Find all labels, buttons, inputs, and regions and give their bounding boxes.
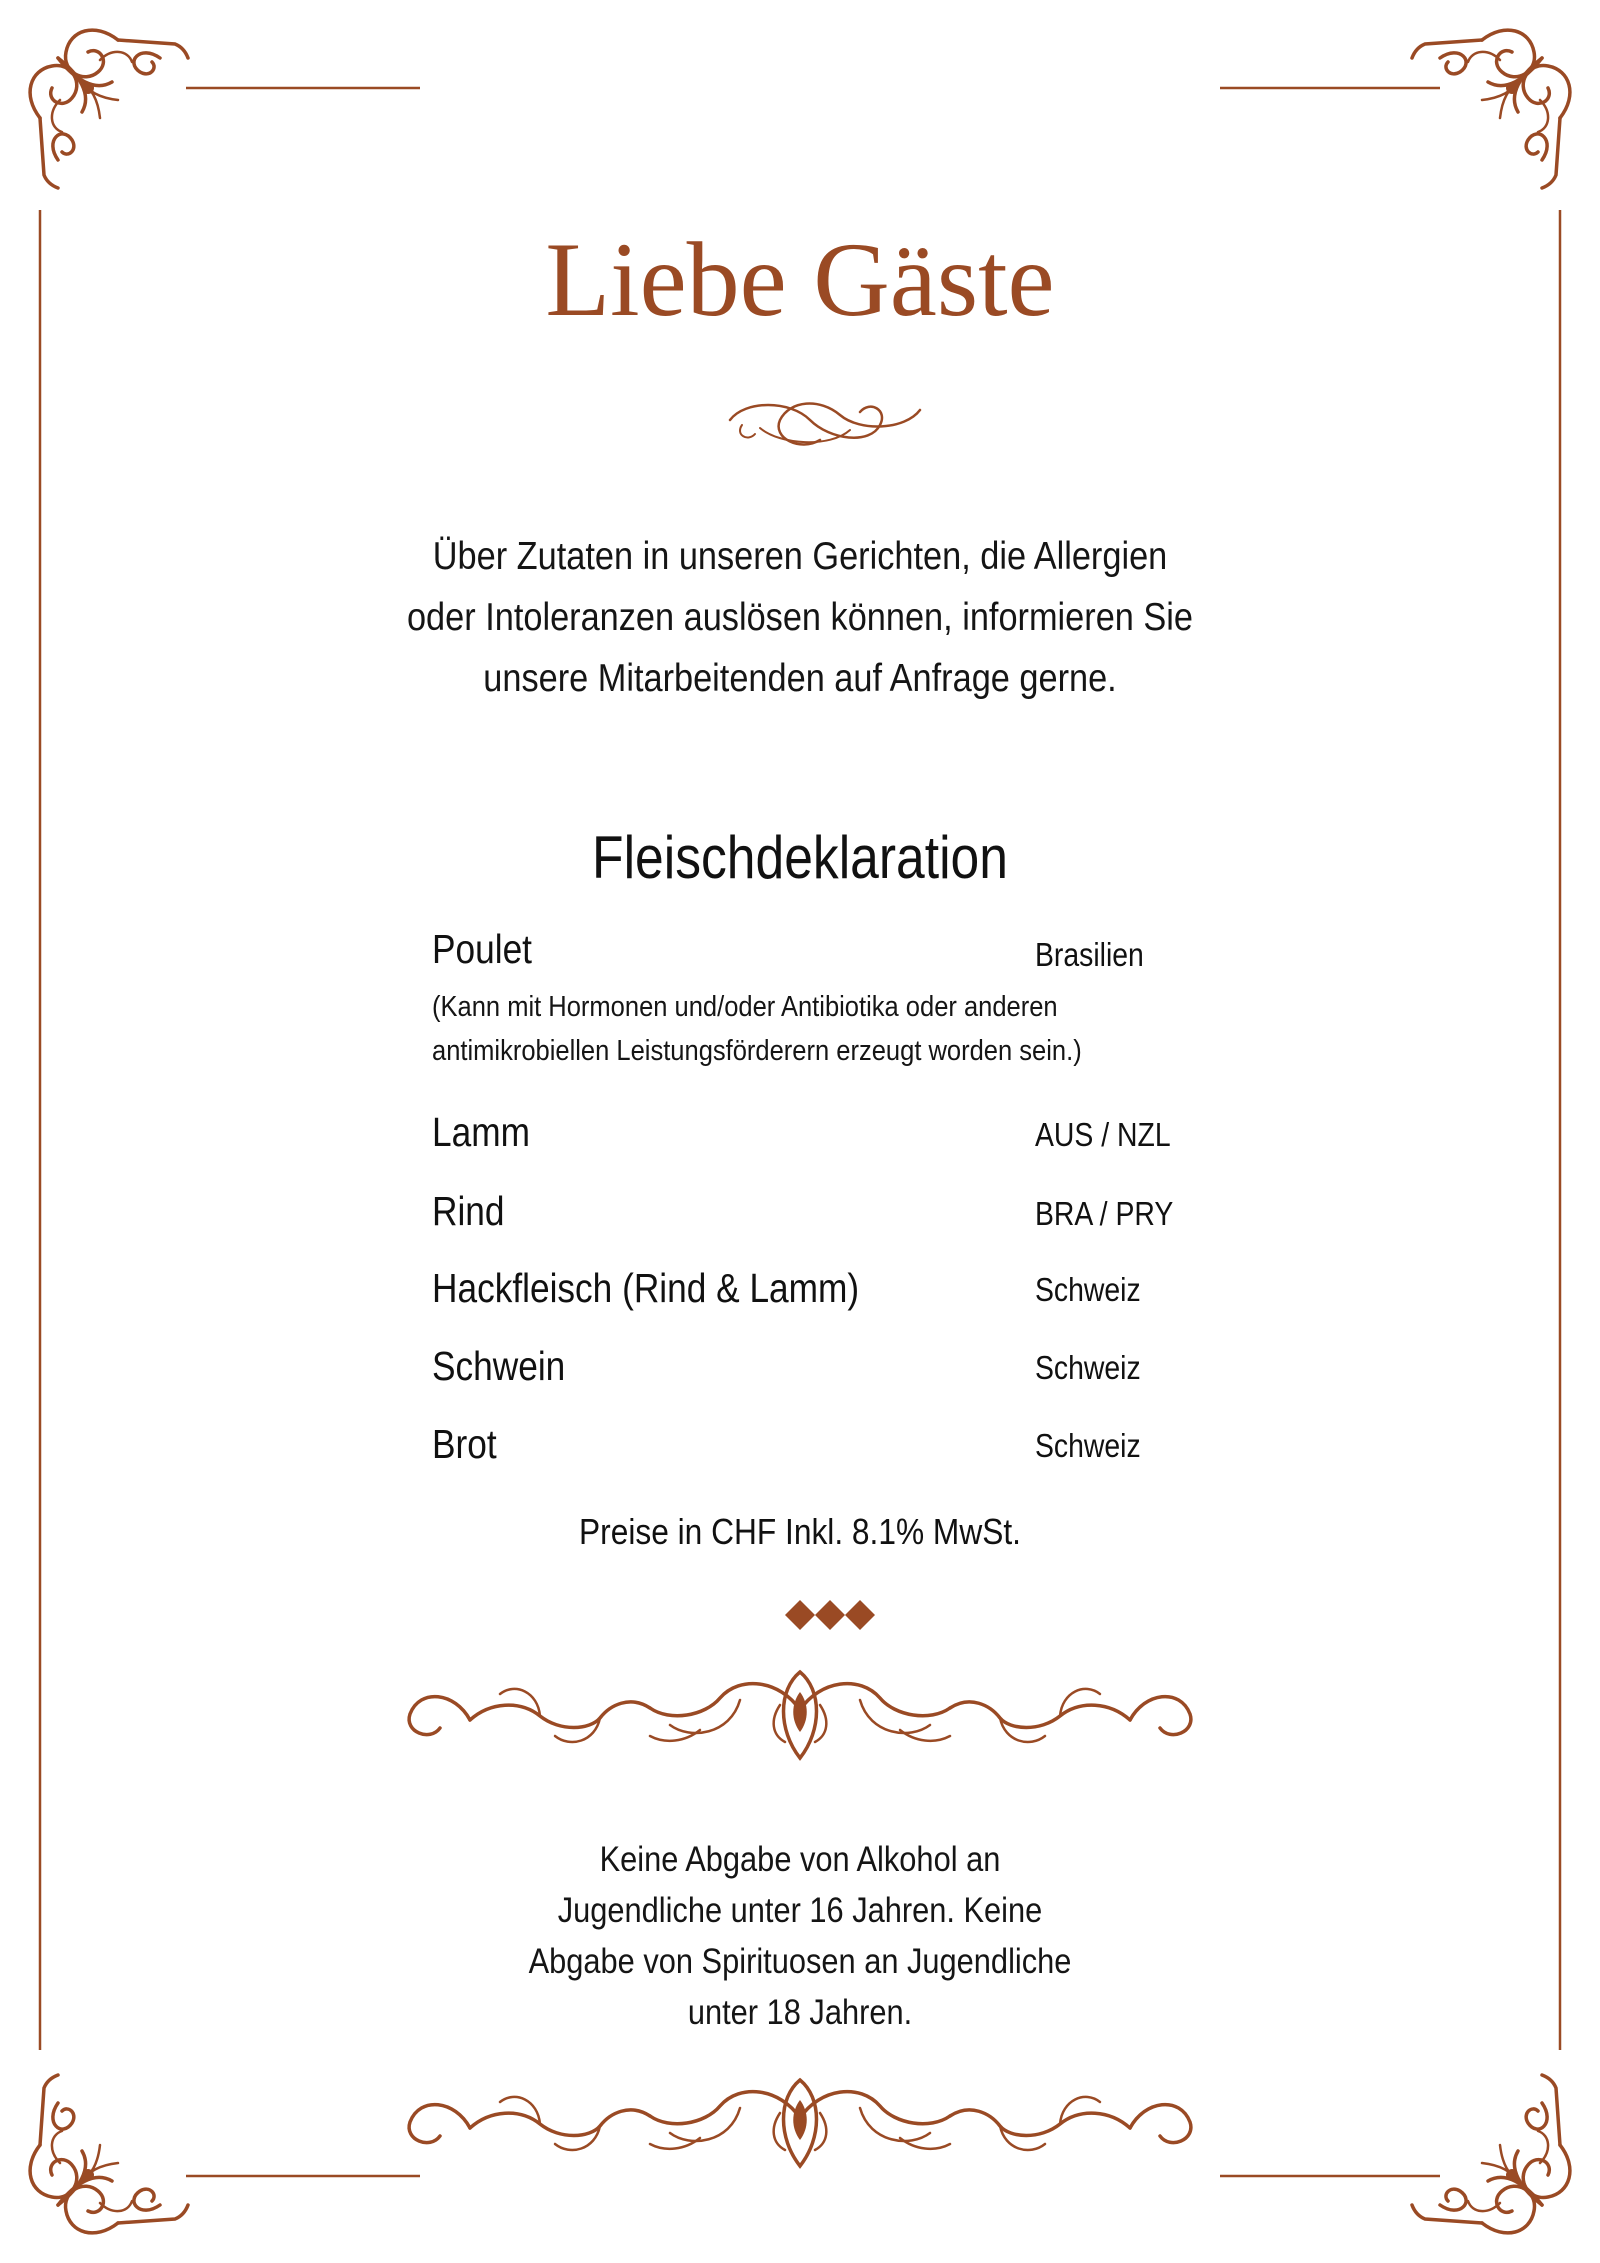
ornate-corner-icon [30, 2075, 188, 2233]
ornate-corner-icon [1412, 30, 1570, 188]
alcohol-notice [448, 1834, 1152, 2038]
intro-line: oder Intoleranzen auslösen können, informieren Sie [406, 596, 1194, 639]
meat-name: Lamm [432, 1109, 530, 1155]
swirl-flourish-icon [730, 404, 920, 445]
meat-name: Rind [432, 1188, 505, 1234]
meat-origin: Schweiz [1035, 1349, 1141, 1386]
meat-name: Schwein [432, 1343, 566, 1389]
meat-origin: BRA / PRY [1035, 1195, 1174, 1232]
meat-name: Poulet [432, 926, 532, 972]
ornate-corner-icon [30, 30, 188, 188]
price-note: Preise in CHF Inkl. 8.1% MwSt. [579, 1511, 1021, 1552]
meat-name: Brot [432, 1421, 497, 1467]
ornamental-divider-icon [409, 2080, 1191, 2166]
meat-origin: AUS / NZL [1035, 1116, 1171, 1153]
note-line: antimikrobiellen Leistungsförderern erzeugt worden sein.) [432, 1035, 1082, 1067]
notice-line: Jugendliche unter 16 Jahren. Keine [557, 1891, 1043, 1930]
declaration-heading: Fleischdeklaration [592, 824, 1008, 891]
meat-origin: Brasilien [1035, 936, 1144, 973]
page-title: Liebe Gäste [545, 221, 1055, 338]
intro-line: Über Zutaten in unseren Gerichten, die Allergien [432, 535, 1168, 578]
notice-line: unter 18 Jahren. [687, 1993, 913, 2032]
intro-line: unsere Mitarbeitenden auf Anfrage gerne. [483, 657, 1117, 700]
note-line: (Kann mit Hormonen und/oder Antibiotika oder anderen [432, 991, 1058, 1023]
meat-origin: Schweiz [1035, 1271, 1141, 1308]
notice-line: Keine Abgabe von Alkohol an [599, 1840, 1001, 1879]
meat-name: Hackfleisch (Rind & Lamm) [432, 1265, 860, 1311]
allergy-intro-text [360, 526, 1240, 709]
ornamental-divider-icon [409, 1672, 1191, 1758]
diamond-trio-icon [785, 1600, 875, 1630]
meat-origin: Schweiz [1035, 1427, 1141, 1464]
notice-line: Abgabe von Spirituosen an Jugendliche [528, 1942, 1072, 1981]
poulet-note [432, 985, 1082, 1073]
ornate-corner-icon [1412, 2075, 1570, 2233]
